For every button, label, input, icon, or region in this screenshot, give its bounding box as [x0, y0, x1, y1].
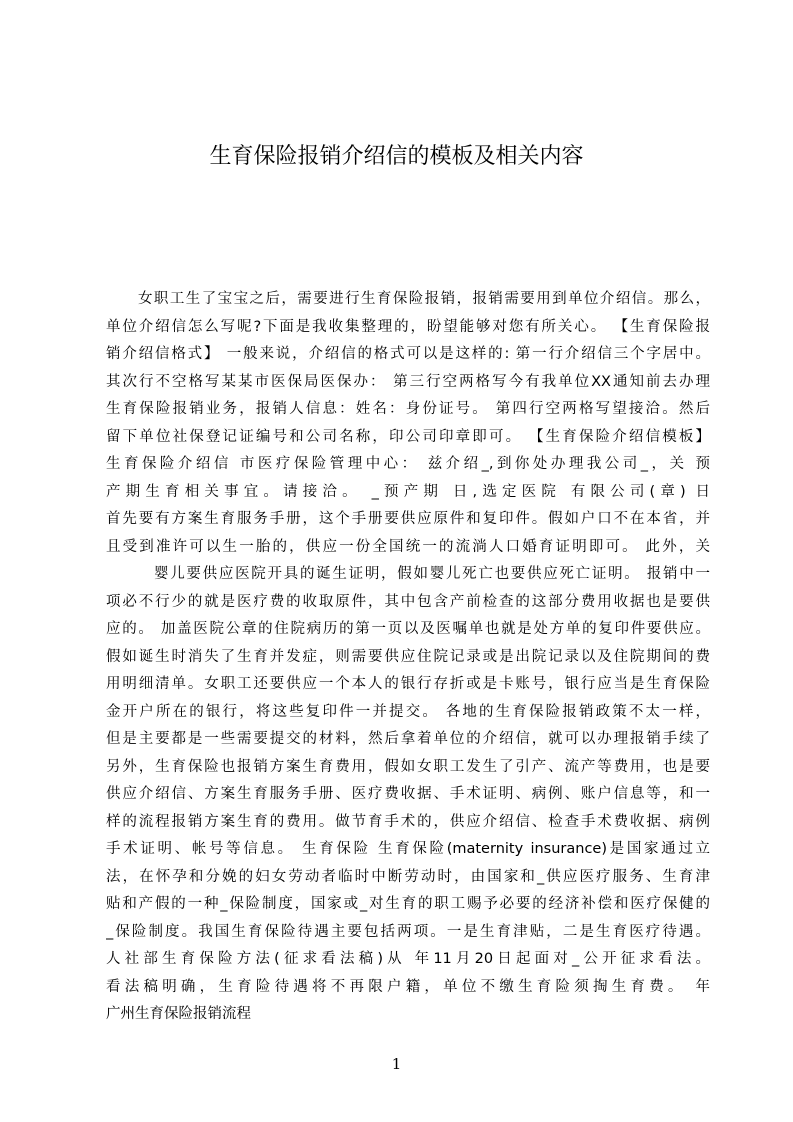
text-line: 女职工生了宝宝之后，需要进行生育保险报销，报销需要用到单位介绍信。那么，: [138, 291, 710, 307]
text-line: 生育保险介绍信 市医疗保险管理中心： 兹介绍_,到你处办理我公司_，关 预: [106, 456, 710, 472]
text-line: 看法稿明确，生育险待遇将不再限户籍，单位不缴生育险须掏生育费。 年: [106, 978, 710, 995]
text-line: 应的。 加盖医院公章的住院病历的第一页以及医嘱单也就是处方单的复印件要供应。: [106, 621, 710, 637]
text-line: 其次行不空格写某某市医保局医保办： 第三行空两格写今有我单位XX通知前去办理: [106, 373, 710, 390]
text-line: 生育保险报销业务，报销人信息：姓名：身份证号。 第四行空两格写望接洽。然后: [106, 401, 710, 417]
text-line: _保险制度。我国生育保险待遇主要包括两项。一是生育津贴，二是生育医疗待遇。: [106, 923, 710, 940]
page-number: 1: [391, 1055, 402, 1073]
text-line: 假如诞生时消失了生育并发症，则需要供应住院记录或是出院记录以及住院期间的费: [106, 648, 710, 665]
text-line: 手术证明、帐号等信息。 生育保险 生育保险(maternity insurance)是国家通过立: [106, 841, 710, 857]
text-line: 项必不行少的就是医疗费的收取原件，其中包含产前检查的这部分费用收据也是要供: [106, 593, 710, 610]
text-line: 但是主要都是一些需要提交的材料，然后拿着单位的介绍信，就可以办理报销手续了: [106, 731, 710, 747]
text-line: 金开户所在的银行，将这些复印件一并提交。 各地的生育保险报销政策不太一样，: [106, 703, 710, 720]
text-line: 供应介绍信、方案生育服务手册、医疗费收据、手术证明、病例、账户信息等，和一: [106, 786, 710, 802]
text-line: 人社部生育保险方法(征求看法稿)从 年11月20日起面对_公开征求看法。: [106, 951, 710, 967]
text-line: 法，在怀孕和分娩的妇女劳动者临时中断劳动时，由国家和_供应医疗服务、生育津: [106, 868, 710, 885]
text-line: 产期生育相关事宜。请接洽。 _预产期 日,选定医院 有限公司(章) 日: [106, 483, 710, 500]
text-line: 单位介绍信怎么写呢?下面是我收集整理的，盼望能够对您有所关心。 【生育保险报: [106, 318, 710, 335]
page-title: 生育保险报销介绍信的模板及相关内容: [209, 144, 584, 169]
text-line: 另外，生育保险也报销方案生育费用，假如女职工发生了引产、流产等费用，也是要: [106, 758, 710, 775]
text-line: 样的流程报销方案生育的费用。做节育手术的，供应介绍信、检查手术费收据、病例: [106, 813, 710, 830]
text-line: 且受到准许可以生一胎的，供应一份全国统一的流淌人口婚育证明即可。 此外，关: [106, 538, 710, 555]
text-line: 首先要有方案生育服务手册，这个手册要供应原件和复印件。假如户口不在本省，并: [106, 511, 710, 527]
text-line: 销介绍信格式】 一般来说，介绍信的格式可以是这样的: 第一行介绍信三个字居中。: [106, 346, 710, 362]
text-line: 婴儿要供应医院开具的诞生证明，假如婴儿死亡也要供应死亡证明。 报销中一: [154, 566, 710, 582]
text-line: 用明细清单。女职工还要供应一个本人的银行存折或是卡账号，银行应当是生育保险: [106, 676, 710, 692]
text-line: 贴和产假的一种_保险制度，国家或_对生育的职工赐予必要的经济补偿和医疗保健的: [106, 896, 710, 912]
body-text: [106, 286, 710, 1029]
text-line: 留下单位社保登记证编号和公司名称，印公司印章即可。 【生育保险介绍信模板】: [106, 428, 710, 445]
text-line: 广州生育保险报销流程: [106, 1006, 251, 1022]
